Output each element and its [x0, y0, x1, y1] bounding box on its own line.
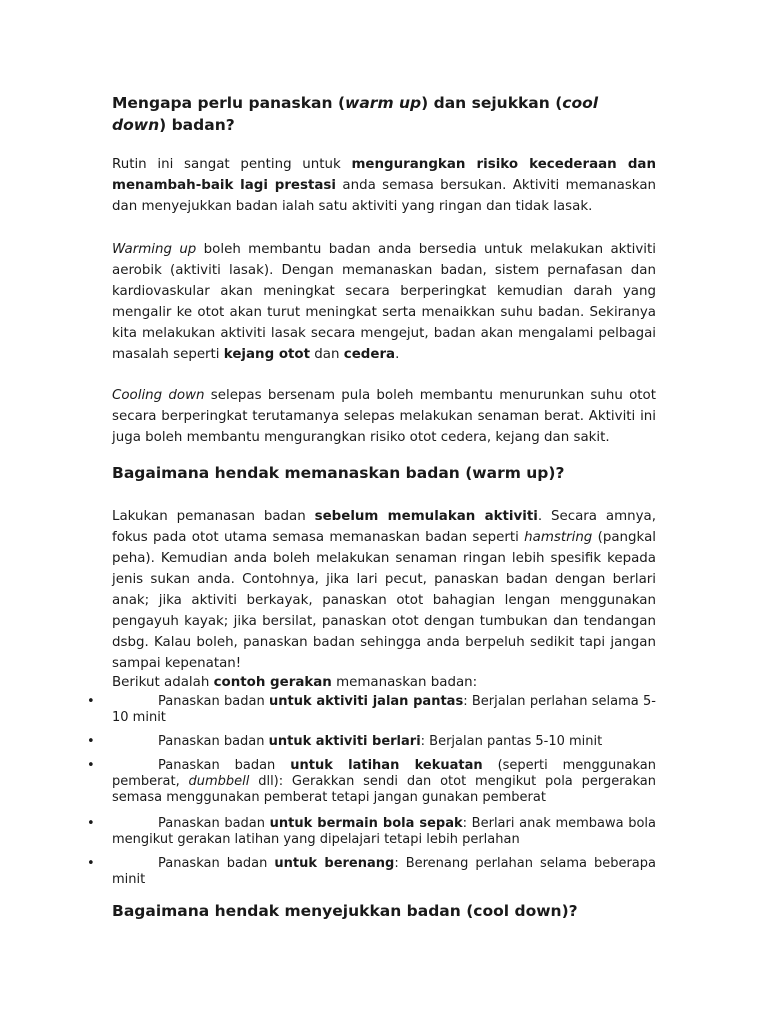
bullet-marker: •	[87, 816, 95, 831]
bold-run: cedera	[343, 347, 396, 362]
text-run: . Secara amnya, fokus pada otot utama semasa memanaskan badan seperti	[112, 509, 656, 545]
list-item	[112, 856, 656, 888]
text-run: Panaskan badan	[158, 734, 269, 749]
text-run: Lakukan pemanasan badan	[112, 509, 315, 524]
bold-run: untuk aktiviti berlari	[268, 734, 421, 749]
bold-run: untuk bermain bola sepak	[269, 816, 463, 831]
list-intro	[112, 674, 656, 692]
heading-why-warm-cool	[112, 92, 656, 136]
list-item	[112, 734, 656, 750]
heading-text: ) badan?	[159, 116, 235, 134]
bullet-marker: •	[87, 856, 95, 871]
bold-run: contoh gerakan	[213, 675, 332, 690]
text-run: (seperti menggunakan pemberat,	[112, 758, 656, 789]
text-run: Panaskan badan	[158, 816, 270, 831]
heading-text: Mengapa perlu panaskan (	[112, 94, 346, 112]
text-run: memanaskan badan:	[331, 675, 478, 690]
bold-run: mengurangkan risiko kecederaan dan menambah-baik lagi prestasi	[112, 157, 656, 193]
bullet-marker: •	[87, 758, 95, 773]
bullet-marker: •	[87, 734, 95, 749]
italic-run: Cooling down	[112, 388, 205, 403]
text-run: .	[395, 347, 400, 362]
text-run: : Berjalan perlahan selama 5-10 minit	[112, 694, 656, 725]
text-run: Berikut adalah	[112, 675, 214, 690]
italic-run: hamstring	[524, 530, 593, 545]
bold-run: untuk aktiviti jalan pantas	[269, 694, 464, 709]
bold-run: kejang otot	[223, 347, 311, 362]
bold-run: untuk latihan kekuatan	[290, 758, 483, 773]
italic-run: dumbbell	[188, 774, 250, 789]
text-run: Panaskan badan	[158, 694, 269, 709]
paragraph-cooling-down	[112, 385, 656, 448]
text-run: dll): Gerakkan sendi dan otot mengikut pola pergerakan semasa menggunakan pemberat tetapi jangan gunakan pemberat	[112, 774, 657, 805]
text-run: (pangkal peha). Kemudian anda boleh melakukan senaman ringan lebih spesifik kepada jenis sukan anda. Contohnya, jika lari pecut, panaskan badan dengan berlari anak; jika aktiviti berkayak, panaskan otot bahagian lengan menggunakan pengayuh kayak; jika bersilat, panaskan otot dengan tumbukan dan tendangan dsbg. Kalau boleh, panaskan badan sehingga anda berpeluh sedikit tapi jangan sampai kepenatan!	[112, 530, 656, 671]
heading-italic-cool-down: cool down	[112, 94, 599, 134]
text-run: : Berjalan pantas 5-10 minit	[420, 734, 603, 749]
text-run: Panaskan badan	[158, 758, 291, 773]
list-item	[112, 758, 656, 806]
paragraph-warm-up-guide	[112, 506, 656, 674]
text-run: : Berenang perlahan selama beberapa minit	[112, 856, 656, 887]
heading-italic-warm-up: warm up	[345, 94, 422, 112]
text-run: anda semasa bersukan. Aktiviti memanaskan dan menyejukkan badan ialah satu aktiviti yang ringan dan tidak lasak.	[112, 178, 657, 214]
italic-run: Warming up	[112, 242, 197, 257]
text-run: Rutin ini sangat penting untuk	[112, 157, 352, 172]
heading-how-warm-up: Bagaimana hendak memanaskan badan (warm up)?	[112, 464, 565, 482]
list-item	[112, 816, 656, 848]
text-run: dan	[310, 347, 344, 362]
text-run: Panaskan badan	[158, 856, 275, 871]
text-run: selepas bersenam pula boleh membantu menurunkan suhu otot secara berperingkat terutamanya selepas melakukan senaman berat. Aktiviti ini juga boleh membantu mengurangkan risiko otot cedera, kejang dan sakit.	[112, 388, 656, 445]
paragraph-warming-up	[112, 239, 656, 365]
text-run: boleh membantu badan anda bersedia untuk melakukan aktiviti aerobik (aktiviti lasak). Dengan memanaskan badan, sistem pernafasan dan kardiovaskular akan meningkat secara berperingkat kemudian darah yang mengalir ke otot akan turut meningkat serta menaikkan suhu badan. Sekiranya kita melakukan aktiviti lasak secara mengejut, badan akan mengalami pelbagai masalah seperti	[112, 242, 656, 362]
list-item	[112, 694, 656, 726]
bold-run: sebelum memulakan aktiviti	[314, 509, 538, 524]
bold-run: untuk berenang	[274, 856, 395, 871]
heading-text: ) dan sejukkan (	[421, 94, 563, 112]
heading-how-cool-down: Bagaimana hendak menyejukkan badan (cool down)?	[112, 902, 578, 920]
paragraph-intro	[112, 154, 656, 217]
text-run: : Berlari anak membawa bola mengikut gerakan latihan yang dipelajari tetapi lebih perlahan	[112, 816, 656, 847]
bullet-marker: •	[87, 694, 95, 709]
